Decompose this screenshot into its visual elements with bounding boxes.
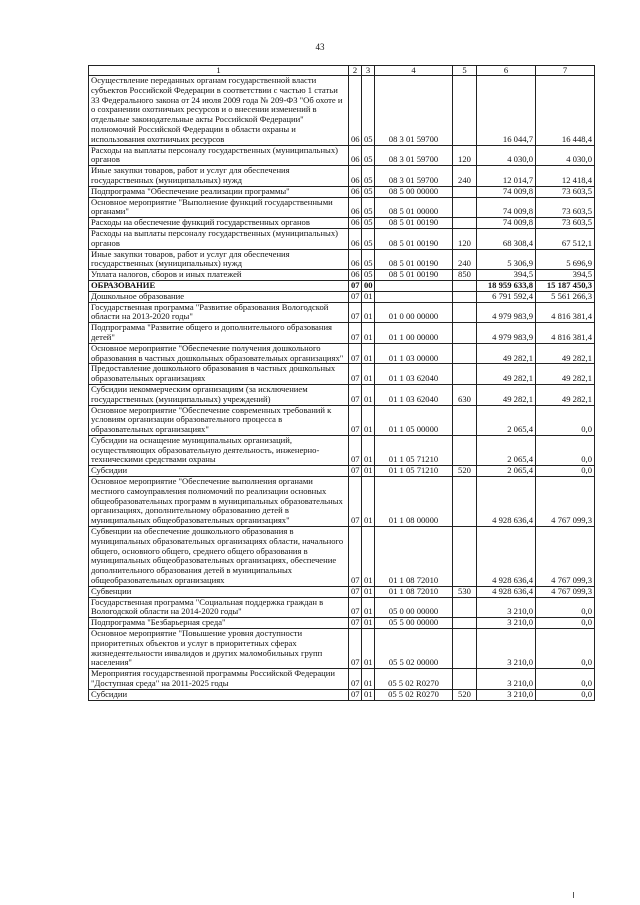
amount-year2-cell: 5 696,9 — [536, 249, 595, 270]
target-article-cell: 08 3 01 59700 — [375, 76, 453, 146]
subsection-code-cell: 01 — [362, 343, 375, 364]
scan-mark — [573, 892, 574, 898]
target-article-cell: 08 5 01 00190 — [375, 249, 453, 270]
table-row — [89, 477, 595, 527]
amount-year1-cell: 49 282,1 — [477, 384, 536, 405]
table-row — [89, 76, 595, 146]
amount-year2-cell: 0,0 — [536, 618, 595, 629]
amount-year2-cell: 73 603,5 — [536, 186, 595, 197]
header-cell: 3 — [362, 66, 375, 76]
section-code-cell: 07 — [349, 364, 362, 385]
page-number: 43 — [315, 42, 325, 52]
target-article-cell: 01 1 00 00000 — [375, 323, 453, 344]
amount-year1-cell: 4 928 636,4 — [477, 527, 536, 587]
expense-type-cell — [453, 669, 477, 690]
target-article-cell: 01 1 08 00000 — [375, 477, 453, 527]
amount-year1-cell: 4 928 636,4 — [477, 477, 536, 527]
amount-year1-cell: 74 009,8 — [477, 197, 536, 218]
target-article-cell: 01 1 05 71210 — [375, 435, 453, 465]
row-name-cell: Осуществление переданных органам государственной власти субъектов Российской Федерации в соответствии с частью 1 статьи 33 Федерального закона от 24 июля 2009 года № 209-ФЗ "Об охоте и о сохранении охотничьих ресурсов и о внесении изменений в отдельные законодательные акты Российской Федерации" полномочий Российской Федерации в области охраны и использования охотничьих ресурсов — [89, 76, 349, 146]
row-name-cell: Основное мероприятие "Обеспечение современных требований к условиям организации образовательного процесса в образовательных организациях" — [89, 405, 349, 435]
header-cell: 6 — [477, 66, 536, 76]
section-code-cell: 06 — [349, 145, 362, 166]
amount-year2-cell: 0,0 — [536, 669, 595, 690]
amount-year1-cell: 3 210,0 — [477, 689, 536, 700]
subsection-code-cell: 05 — [362, 218, 375, 229]
table-row — [89, 186, 595, 197]
row-name-cell: Субсидии некоммерческим организациям (за исключением государственных (муниципальных) учреждений) — [89, 384, 349, 405]
table-row — [89, 228, 595, 249]
row-name-cell: Субсидии на оснащение муниципальных организаций, осуществляющих образовательную деятельность, инженерно-техническими средствами охраны — [89, 435, 349, 465]
target-article-cell — [375, 291, 453, 302]
subsection-code-cell: 01 — [362, 477, 375, 527]
row-name-cell: Основное мероприятие "Выполнение функций государственными органами" — [89, 197, 349, 218]
target-article-cell: 01 1 03 00000 — [375, 343, 453, 364]
amount-year1-cell: 3 210,0 — [477, 669, 536, 690]
amount-year1-cell: 18 959 633,8 — [477, 280, 536, 291]
expense-type-cell — [453, 323, 477, 344]
amount-year2-cell: 49 282,1 — [536, 343, 595, 364]
expense-type-cell: 630 — [453, 384, 477, 405]
amount-year2-cell: 0,0 — [536, 466, 595, 477]
table-row — [89, 166, 595, 187]
subsection-code-cell: 05 — [362, 197, 375, 218]
amount-year1-cell: 4 928 636,4 — [477, 586, 536, 597]
row-name-cell: Уплата налогов, сборов и иных платежей — [89, 270, 349, 281]
section-code-cell: 07 — [349, 291, 362, 302]
subsection-code-cell: 05 — [362, 228, 375, 249]
header-cell: 1 — [89, 66, 349, 76]
amount-year1-cell: 6 791 592,4 — [477, 291, 536, 302]
amount-year2-cell: 0,0 — [536, 435, 595, 465]
row-name-cell: Субсидии — [89, 466, 349, 477]
amount-year1-cell: 3 210,0 — [477, 629, 536, 669]
section-code-cell: 07 — [349, 435, 362, 465]
amount-year1-cell: 74 009,8 — [477, 186, 536, 197]
amount-year1-cell: 394,5 — [477, 270, 536, 281]
amount-year1-cell: 2 065,4 — [477, 435, 536, 465]
expense-type-cell — [453, 302, 477, 323]
header-cell: 2 — [349, 66, 362, 76]
subsection-code-cell: 01 — [362, 384, 375, 405]
table-row — [89, 597, 595, 618]
section-code-cell: 06 — [349, 270, 362, 281]
amount-year1-cell: 3 210,0 — [477, 618, 536, 629]
row-name-cell: Расходы на выплаты персоналу государственных (муниципальных) органов — [89, 145, 349, 166]
section-code-cell: 06 — [349, 249, 362, 270]
amount-year1-cell: 4 030,0 — [477, 145, 536, 166]
amount-year2-cell: 67 512,1 — [536, 228, 595, 249]
subsection-code-cell: 01 — [362, 618, 375, 629]
budget-table — [88, 65, 595, 701]
amount-year1-cell: 12 014,7 — [477, 166, 536, 187]
subsection-code-cell: 05 — [362, 249, 375, 270]
table-row — [89, 384, 595, 405]
subsection-code-cell: 01 — [362, 597, 375, 618]
target-article-cell: 05 5 02 R0270 — [375, 689, 453, 700]
table-row — [89, 270, 595, 281]
expense-type-cell — [453, 477, 477, 527]
subsection-code-cell: 01 — [362, 669, 375, 690]
amount-year2-cell: 15 187 450,3 — [536, 280, 595, 291]
table-row — [89, 343, 595, 364]
header-cell: 4 — [375, 66, 453, 76]
subsection-code-cell: 05 — [362, 186, 375, 197]
section-code-cell: 07 — [349, 669, 362, 690]
subsection-code-cell: 05 — [362, 270, 375, 281]
row-name-cell: Субсидии — [89, 689, 349, 700]
target-article-cell: 08 3 01 59700 — [375, 145, 453, 166]
subsection-code-cell: 01 — [362, 323, 375, 344]
table-row — [89, 405, 595, 435]
section-code-cell: 06 — [349, 76, 362, 146]
section-code-cell: 06 — [349, 197, 362, 218]
row-name-cell: Предоставление дошкольного образования в частных дошкольных образовательных организациях — [89, 364, 349, 385]
section-code-cell: 06 — [349, 218, 362, 229]
section-code-cell: 07 — [349, 477, 362, 527]
amount-year2-cell: 5 561 266,3 — [536, 291, 595, 302]
amount-year2-cell: 12 418,4 — [536, 166, 595, 187]
target-article-cell: 08 5 01 00190 — [375, 218, 453, 229]
amount-year1-cell: 4 979 983,9 — [477, 302, 536, 323]
header-cell: 5 — [453, 66, 477, 76]
row-name-cell: Подпрограмма "Развитие общего и дополнительного образования детей" — [89, 323, 349, 344]
amount-year2-cell: 4 767 099,3 — [536, 477, 595, 527]
amount-year1-cell: 4 979 983,9 — [477, 323, 536, 344]
target-article-cell: 05 0 00 00000 — [375, 597, 453, 618]
subsection-code-cell: 01 — [362, 302, 375, 323]
amount-year2-cell: 0,0 — [536, 689, 595, 700]
table-row — [89, 527, 595, 587]
amount-year1-cell: 68 308,4 — [477, 228, 536, 249]
row-name-cell: Основное мероприятие "Обеспечение получения дошкольного образования в частных дошкольных образовательных организациях" — [89, 343, 349, 364]
expense-type-cell — [453, 527, 477, 587]
expense-type-cell — [453, 76, 477, 146]
row-name-cell: Субвенции — [89, 586, 349, 597]
target-article-cell: 01 1 03 62040 — [375, 384, 453, 405]
table-row — [89, 629, 595, 669]
subsection-code-cell: 01 — [362, 689, 375, 700]
section-code-cell: 06 — [349, 166, 362, 187]
subsection-code-cell: 01 — [362, 586, 375, 597]
amount-year1-cell: 49 282,1 — [477, 364, 536, 385]
subsection-code-cell: 00 — [362, 280, 375, 291]
table-row — [89, 280, 595, 291]
section-code-cell: 07 — [349, 597, 362, 618]
amount-year2-cell: 0,0 — [536, 597, 595, 618]
amount-year1-cell: 5 306,9 — [477, 249, 536, 270]
expense-type-cell — [453, 218, 477, 229]
table-row — [89, 323, 595, 344]
row-name-cell: Основное мероприятие "Повышение уровня доступности приоритетных объектов и услуг в приоритетных сферах жизнедеятельности инвалидов и других маломобильных групп населения" — [89, 629, 349, 669]
amount-year2-cell: 16 448,4 — [536, 76, 595, 146]
row-name-cell: Государственная программа "Социальная поддержка граждан в Вологодской области на 2014-2020 годы" — [89, 597, 349, 618]
section-code-cell: 07 — [349, 384, 362, 405]
amount-year2-cell: 49 282,1 — [536, 384, 595, 405]
section-code-cell: 07 — [349, 302, 362, 323]
row-name-cell: Субвенции на обеспечение дошкольного образования в муниципальных образовательных организациях области, начального общего, основного общего, среднего общего образования в муниципальных общеобразовательных организациях, обеспечение дополнительного образования детей в муниципальных общеобразовательных организациях — [89, 527, 349, 587]
amount-year2-cell: 73 603,5 — [536, 197, 595, 218]
expense-type-cell: 520 — [453, 689, 477, 700]
subsection-code-cell: 01 — [362, 629, 375, 669]
amount-year2-cell: 4 816 381,4 — [536, 323, 595, 344]
amount-year2-cell: 394,5 — [536, 270, 595, 281]
subsection-code-cell: 05 — [362, 76, 375, 146]
expense-type-cell — [453, 597, 477, 618]
row-name-cell: Расходы на выплаты персоналу государственных (муниципальных) органов — [89, 228, 349, 249]
section-code-cell: 07 — [349, 323, 362, 344]
amount-year2-cell: 49 282,1 — [536, 364, 595, 385]
table-row — [89, 618, 595, 629]
table-row — [89, 435, 595, 465]
target-article-cell — [375, 280, 453, 291]
target-article-cell: 01 1 05 00000 — [375, 405, 453, 435]
row-name-cell: Подпрограмма "Обеспечение реализации программы" — [89, 186, 349, 197]
amount-year2-cell: 4 767 099,3 — [536, 527, 595, 587]
target-article-cell: 08 5 01 00190 — [375, 270, 453, 281]
section-code-cell: 07 — [349, 405, 362, 435]
target-article-cell: 08 5 01 00190 — [375, 228, 453, 249]
table-row — [89, 466, 595, 477]
expense-type-cell — [453, 629, 477, 669]
amount-year2-cell: 4 030,0 — [536, 145, 595, 166]
table-row — [89, 586, 595, 597]
table-row — [89, 291, 595, 302]
table-row — [89, 197, 595, 218]
target-article-cell: 01 1 05 71210 — [375, 466, 453, 477]
expense-type-cell — [453, 291, 477, 302]
amount-year2-cell: 4 767 099,3 — [536, 586, 595, 597]
section-code-cell: 07 — [349, 466, 362, 477]
section-code-cell: 07 — [349, 586, 362, 597]
target-article-cell: 08 5 00 00000 — [375, 186, 453, 197]
expense-type-cell: 240 — [453, 249, 477, 270]
row-name-cell: Подпрограмма "Безбарьерная среда" — [89, 618, 349, 629]
amount-year1-cell: 2 065,4 — [477, 405, 536, 435]
table-row — [89, 669, 595, 690]
target-article-cell: 08 5 01 00000 — [375, 197, 453, 218]
table-row — [89, 302, 595, 323]
amount-year2-cell: 0,0 — [536, 405, 595, 435]
expense-type-cell — [453, 435, 477, 465]
amount-year1-cell: 2 065,4 — [477, 466, 536, 477]
subsection-code-cell: 01 — [362, 527, 375, 587]
section-code-cell: 07 — [349, 689, 362, 700]
subsection-code-cell: 01 — [362, 291, 375, 302]
table-body — [89, 76, 595, 701]
expense-type-cell: 850 — [453, 270, 477, 281]
expense-type-cell — [453, 186, 477, 197]
table-row — [89, 689, 595, 700]
target-article-cell: 01 1 08 72010 — [375, 586, 453, 597]
row-name-cell: Иные закупки товаров, работ и услуг для обеспечения государственных (муниципальных) нужд — [89, 249, 349, 270]
section-code-cell: 07 — [349, 527, 362, 587]
target-article-cell: 05 5 02 00000 — [375, 629, 453, 669]
expense-type-cell — [453, 343, 477, 364]
table-header-row — [89, 66, 595, 76]
expense-type-cell — [453, 280, 477, 291]
target-article-cell: 05 5 00 00000 — [375, 618, 453, 629]
target-article-cell: 01 0 00 00000 — [375, 302, 453, 323]
subsection-code-cell: 01 — [362, 435, 375, 465]
row-name-cell: Расходы на обеспечение функций государственных органов — [89, 218, 349, 229]
expense-type-cell: 530 — [453, 586, 477, 597]
header-cell: 7 — [536, 66, 595, 76]
row-name-cell: Иные закупки товаров, работ и услуг для обеспечения государственных (муниципальных) нужд — [89, 166, 349, 187]
table-row — [89, 249, 595, 270]
section-code-cell: 07 — [349, 629, 362, 669]
section-code-cell: 06 — [349, 186, 362, 197]
expense-type-cell — [453, 618, 477, 629]
amount-year2-cell: 4 816 381,4 — [536, 302, 595, 323]
row-name-cell: Основное мероприятие "Обеспечение выполнения органами местного самоуправления полномочий по реализации основных общеобразовательных программ в муниципальных образовательных организациях, дополнительному образованию детей в муниципальных общеобразовательных организациях" — [89, 477, 349, 527]
row-name-cell: Дошкольное образование — [89, 291, 349, 302]
subsection-code-cell: 01 — [362, 405, 375, 435]
expense-type-cell: 120 — [453, 228, 477, 249]
expense-type-cell: 120 — [453, 145, 477, 166]
table-row — [89, 364, 595, 385]
row-name-cell: Государственная программа "Развитие образования Вологодской области на 2013-2020 годы" — [89, 302, 349, 323]
subsection-code-cell: 05 — [362, 145, 375, 166]
section-code-cell: 07 — [349, 280, 362, 291]
section-code-cell: 06 — [349, 228, 362, 249]
amount-year1-cell: 49 282,1 — [477, 343, 536, 364]
subsection-code-cell: 01 — [362, 466, 375, 477]
expense-type-cell: 520 — [453, 466, 477, 477]
table-row — [89, 145, 595, 166]
target-article-cell: 01 1 03 62040 — [375, 364, 453, 385]
subsection-code-cell: 05 — [362, 166, 375, 187]
amount-year1-cell: 74 009,8 — [477, 218, 536, 229]
row-name-cell: ОБРАЗОВАНИЕ — [89, 280, 349, 291]
target-article-cell: 05 5 02 R0270 — [375, 669, 453, 690]
subsection-code-cell: 01 — [362, 364, 375, 385]
amount-year1-cell: 3 210,0 — [477, 597, 536, 618]
expense-type-cell — [453, 197, 477, 218]
target-article-cell: 08 3 01 59700 — [375, 166, 453, 187]
row-name-cell: Мероприятия государственной программы Российской Федерации "Доступная среда" на 2011-2025 годы — [89, 669, 349, 690]
expense-type-cell — [453, 364, 477, 385]
section-code-cell: 07 — [349, 618, 362, 629]
amount-year2-cell: 0,0 — [536, 629, 595, 669]
table-row — [89, 218, 595, 229]
amount-year2-cell: 73 603,5 — [536, 218, 595, 229]
section-code-cell: 07 — [349, 343, 362, 364]
amount-year1-cell: 16 044,7 — [477, 76, 536, 146]
target-article-cell: 01 1 08 72010 — [375, 527, 453, 587]
expense-type-cell: 240 — [453, 166, 477, 187]
expense-type-cell — [453, 405, 477, 435]
